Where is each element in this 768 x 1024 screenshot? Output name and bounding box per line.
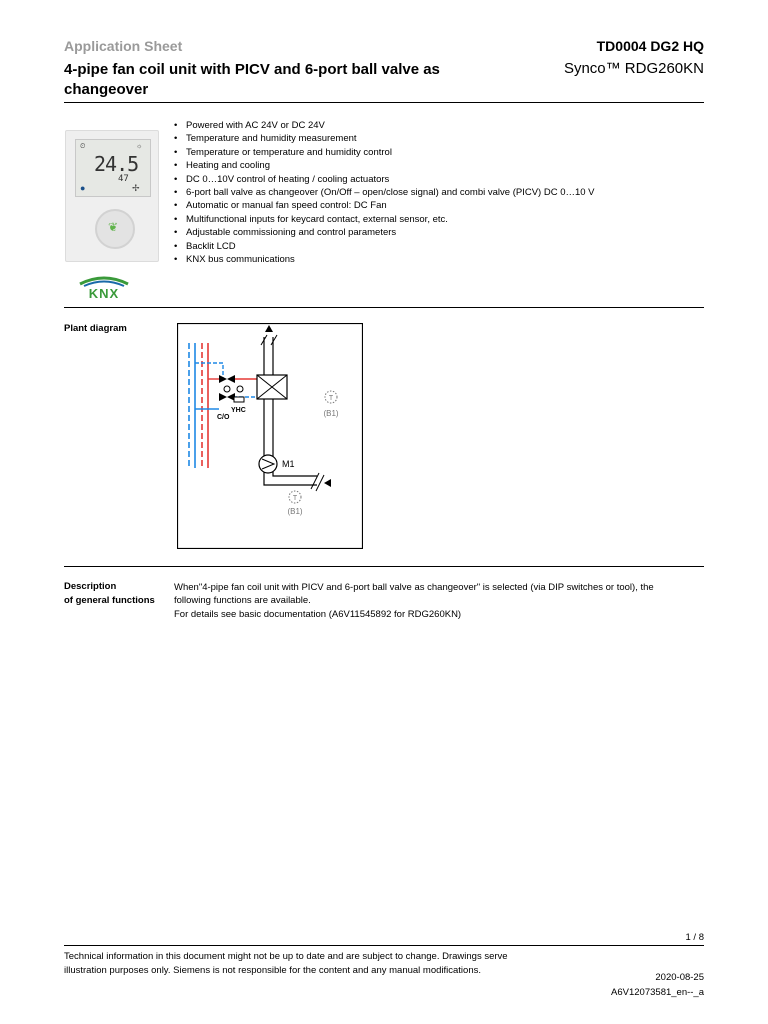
fan-icon: ✢: [132, 183, 140, 193]
return-sensor-symbol: T: [292, 495, 298, 502]
list-item: • Heating and cooling: [174, 159, 595, 172]
control-dial: [95, 209, 135, 249]
room-sensor-symbol: T: [328, 395, 334, 402]
return-sensor-label: (B1): [287, 507, 303, 516]
knx-logo-text: KNX: [88, 286, 120, 300]
clock-icon: ⏲: [80, 143, 86, 150]
plant-diagram-label: Plant diagram: [64, 323, 127, 334]
picv-actuator-icon: [237, 386, 243, 392]
picv-body-icon: [234, 397, 244, 402]
knx-logo: [74, 274, 134, 300]
plant-diagram: [177, 323, 363, 549]
mode-icon: ●: [80, 183, 86, 193]
list-item: • Temperature and humidity measurement: [174, 132, 595, 145]
section-divider: [64, 307, 704, 308]
description-line: following functions are available.: [174, 595, 311, 607]
list-item: • KNX bus communications: [174, 253, 595, 266]
header-divider: [64, 102, 704, 103]
list-item: • Temperature or temperature and humidity control: [174, 146, 595, 159]
document-code: TD0004 DG2 HQ: [596, 38, 704, 54]
humidity-reading: 47: [118, 174, 129, 184]
description-line: When"4-pipe fan coil unit with PICV and 6-port ball valve as changeover" is selected (via DIP switches or tool), the: [174, 582, 654, 593]
description-line: For details see basic documentation (A6V11545892 for RDG260KN): [174, 608, 462, 620]
changeover-label: C/O: [217, 414, 230, 421]
list-item: • Multifunctional inputs for keycard contact, external sensor, etc.: [174, 213, 595, 226]
sheet-type: Application Sheet: [64, 38, 183, 54]
description-label-line: Description: [64, 581, 117, 592]
footer-doc-number: A6V12073581_en--_a: [611, 987, 704, 998]
description-text: [174, 581, 714, 621]
description-label-line: of general functions: [64, 595, 155, 606]
list-item: • Powered with AC 24V or DC 24V: [174, 119, 595, 132]
eco-leaf-icon: ❦: [108, 220, 119, 234]
list-item: • DC 0…10V control of heating / cooling actuators: [174, 173, 595, 186]
list-item: • Backlit LCD: [174, 240, 595, 253]
fan-label: M1: [282, 459, 295, 469]
section-divider: [64, 566, 704, 567]
feature-list: [174, 119, 595, 266]
page-title: 4-pipe fan coil unit with PICV and 6-port ball valve as changeover: [64, 61, 440, 98]
list-item: • Adjustable commissioning and control parameters: [174, 226, 595, 239]
valve-actuator-icon: [224, 386, 230, 392]
valve-label: YHC: [231, 407, 246, 414]
temperature-reading: 24.5: [94, 152, 139, 176]
footer-disclaimer: [64, 950, 564, 978]
list-item: • 6-port ball valve as changeover (On/Off – open/close signal) and combi valve (PICV) DC 0…10 V: [174, 186, 595, 199]
product-name: Synco™ RDG260KN: [563, 60, 704, 77]
footer-disclaimer-line: illustration purposes only. Siemens is not responsible for the content and any manual modifications.: [64, 965, 481, 976]
footer-date: 2020-08-25: [655, 972, 704, 983]
description-label: [64, 580, 155, 608]
footer-divider: [64, 945, 704, 946]
thermostat-image: [65, 130, 159, 262]
list-item: • Automatic or manual fan speed control: DC Fan: [174, 199, 595, 212]
diagram-frame: [178, 324, 363, 549]
room-sensor-label: (B1): [323, 409, 339, 418]
footer-disclaimer-line: Technical information in this document might not be up to date and are subject to change. Drawings serve: [64, 951, 508, 962]
page-number: 1 / 8: [685, 932, 704, 943]
settings-icon: ☼: [136, 143, 143, 150]
